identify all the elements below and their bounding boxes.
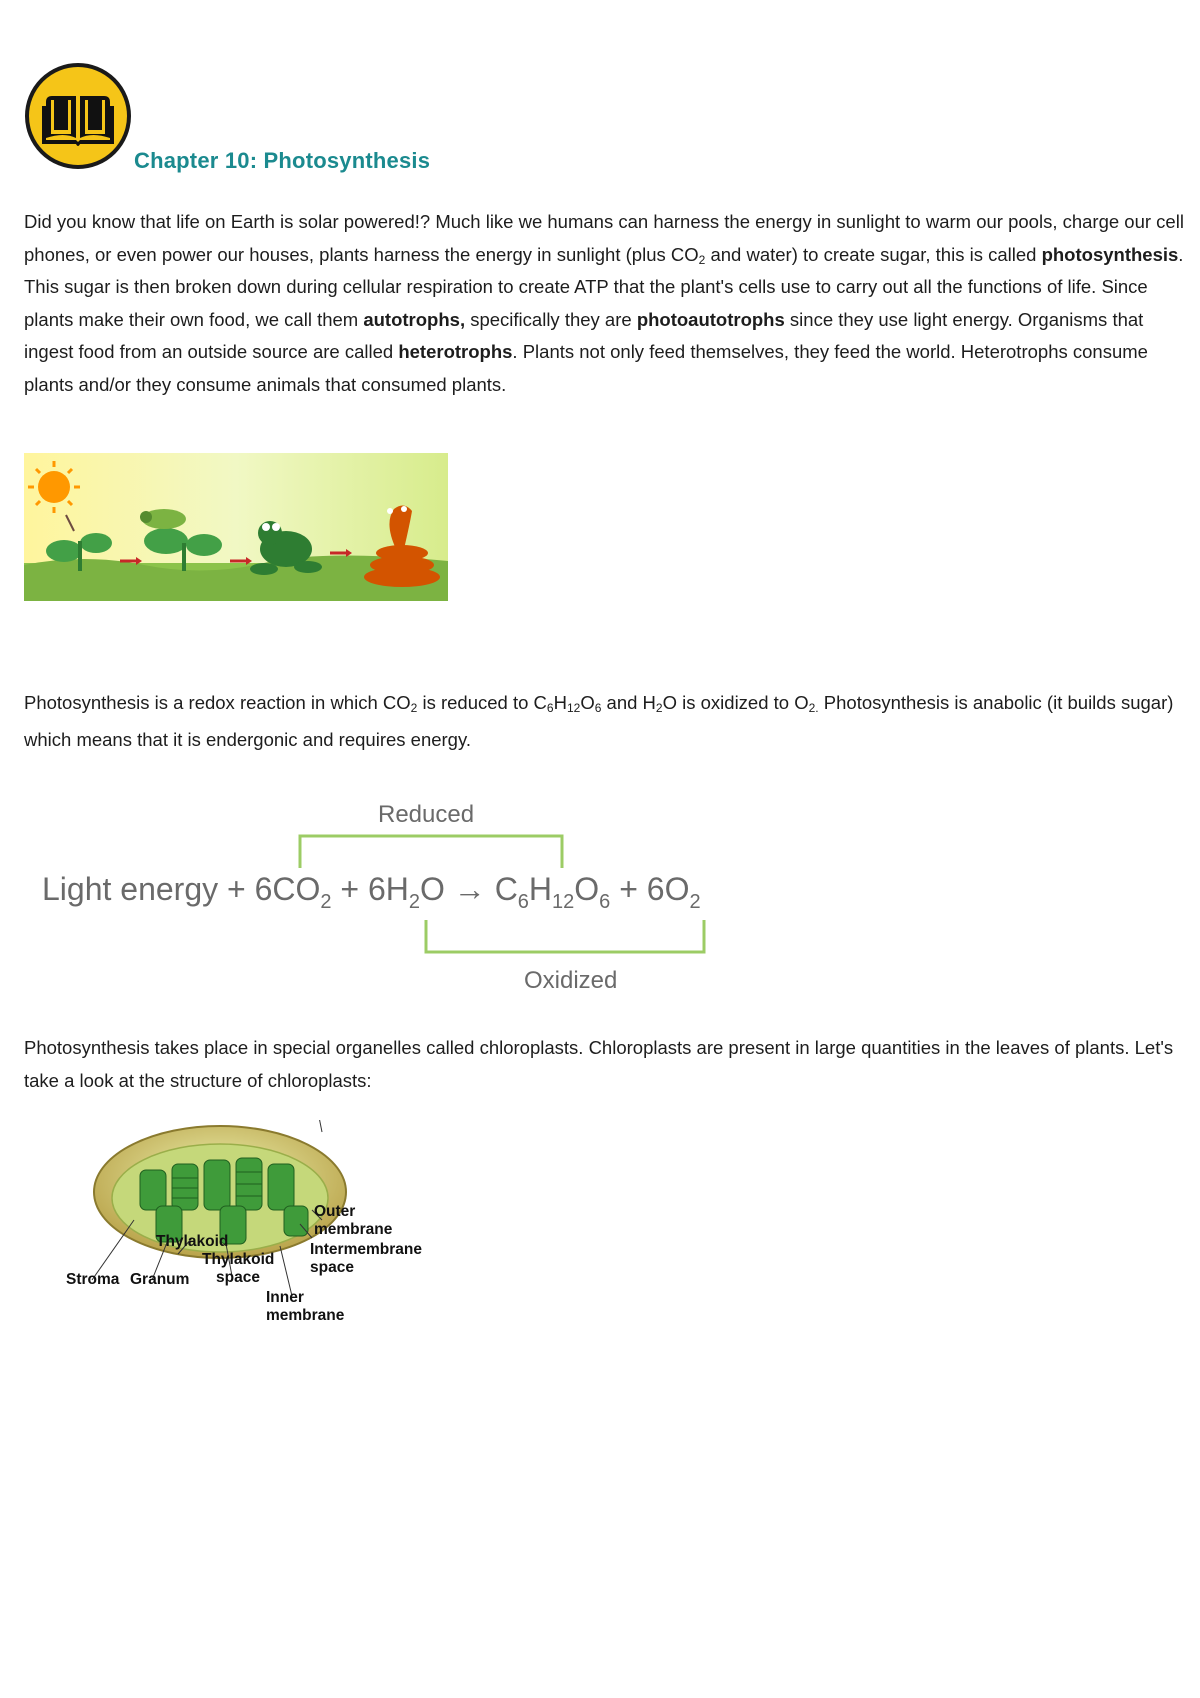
label-granum: Granum [130,1271,190,1288]
label-thylakoid-space-2: space [216,1269,260,1286]
food-chain-illustration [24,453,448,601]
label-inner: Inner [266,1289,304,1306]
reduced-bracket [300,836,562,868]
intro-paragraph: Did you know that life on Earth is solar powered!? Much like we humans can harness the energy in sunlight to warm our pools, charge our cell phones, or even power our houses, plants harness the energy in sunlight (plus $CO_2$ and water) to create sugar, this is called photosynthesis. This sugar is then broken down during cellular respiration to create ATP that the plant's cells use to carry out all the functions of life. Since plants make their own food, we call them autotrophs, specifically they are photoautotrophs since they use light energy. Organisms that ingest food from an outside source are called heterotrophs. Plants not only feed themselves, they feed the world. Heterotrophs consume plants and/or they consume animals that consumed plants. [24,211,1184,395]
oxidized-bracket [426,920,704,952]
label-stroma: Stroma [66,1271,120,1288]
redox-paragraph: Photosynthesis is a redox reaction in which $CO_2$ is reduced to $C_6H_{12}O_6$ and $H_2O$ is oxidized to $O_{2.}$ Photosynthesis is anabolic (it builds sugar) which means that it is endergonic and requires energy. [24,692,1174,750]
label-outer-membrane: membrane [314,1221,393,1238]
label-thylakoid-space-1: Thylakoid [202,1251,275,1268]
label-inner-membrane: membrane [266,1307,345,1324]
chloroplast-diagram [60,1120,480,1370]
label-intermembrane-space: space [310,1259,354,1276]
equation-text: Light energy + $6CO_2 + 6H_2O \to C_6H_{12}O_6 + 6O_2$ [42,871,701,913]
label-thylakoid: Thylakoid [156,1233,229,1250]
photosynthesis-equation [40,790,760,990]
chloroplast-paragraph: Photosynthesis takes place in special organelles called chloroplasts. Chloroplasts are present in large quantities in the leaves of plants. Let's take a look at the structure of chloroplasts: [24,1037,1174,1091]
label-outer: Outer [314,1203,356,1220]
oxidized-label: Oxidized [524,967,618,990]
label-intermembrane: Intermembrane [310,1241,422,1258]
page-title: Chapter 10: Photosynthesis [134,148,431,173]
reduced-label: Reduced [378,801,475,828]
book-icon [24,62,132,170]
